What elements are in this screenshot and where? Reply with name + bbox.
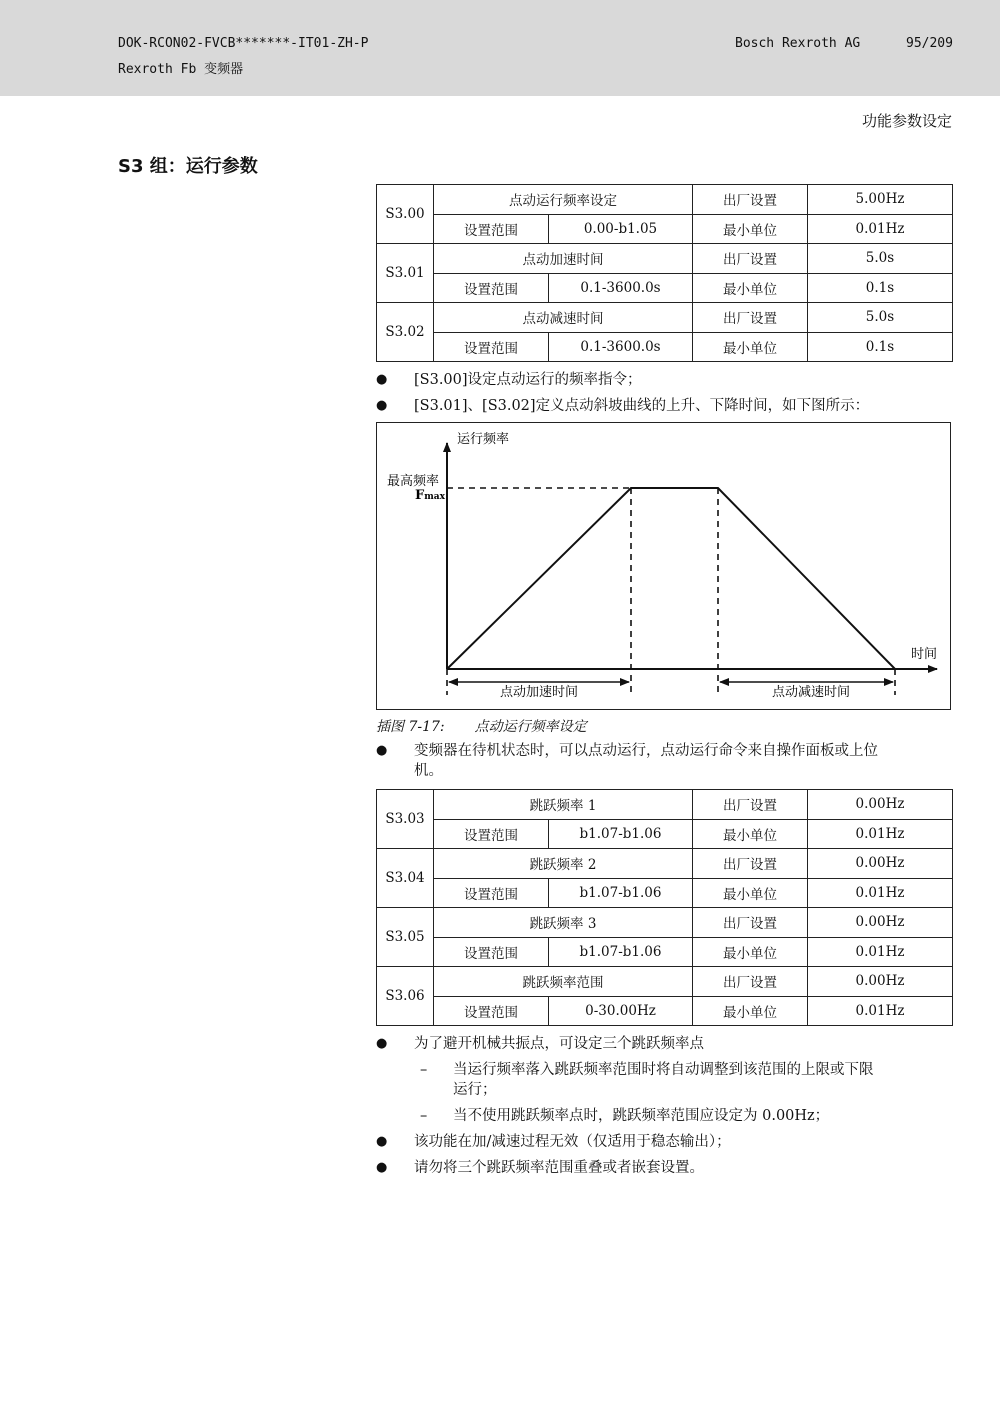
range-value: b1.07-b1.06 xyxy=(549,937,693,967)
unit-value: 0.01Hz xyxy=(808,878,953,908)
range-value: b1.07-b1.06 xyxy=(549,819,693,849)
bullet-text: 该功能在加/减速过程无效（仅适用于稳态输出）； xyxy=(414,1134,731,1150)
bullet-icon: ● xyxy=(376,372,388,387)
param-code: S3.04 xyxy=(377,849,434,908)
table-row xyxy=(377,790,953,820)
unit-label: 最小单位 xyxy=(693,332,808,362)
bullet-text: 为了避开机械共振点，可设定三个跳跃频率点 xyxy=(414,1036,704,1052)
bullet-text: [S3.00]设定点动运行的频率指令； xyxy=(414,372,642,388)
fmax-subscript: max xyxy=(424,492,445,502)
param-name: 跳跃频率范围 xyxy=(434,967,693,997)
factory-label: 出厂设置 xyxy=(693,244,808,274)
unit-value: 0.1s xyxy=(808,273,953,303)
unit-value: 0.01Hz xyxy=(808,214,953,244)
bullet-text: 变频器在待机状态时，可以点动运行，点动运行命令来自操作面板或上位 xyxy=(414,743,878,759)
factory-value: 0.00Hz xyxy=(808,790,953,820)
figure-caption xyxy=(376,716,587,736)
param-code: S3.03 xyxy=(377,790,434,849)
factory-value: 5.00Hz xyxy=(808,185,953,215)
caption-text: 点动运行频率设定 xyxy=(474,719,587,735)
range-label: 设置范围 xyxy=(434,819,549,849)
table-row xyxy=(377,819,953,849)
x-axis-label: 时间 xyxy=(911,647,938,662)
sub-text: 当运行频率落入跳跃频率范围时将自动调整到该范围的上限或下限 xyxy=(453,1062,874,1078)
page-number: 95/209 xyxy=(906,36,953,51)
bullet-icon: ● xyxy=(376,1134,388,1149)
range-value: 0-30.00Hz xyxy=(549,996,693,1026)
range-label: 设置范围 xyxy=(434,214,549,244)
decel-time-label: 点动减速时间 xyxy=(771,685,851,700)
company-name: Bosch Rexroth AG xyxy=(735,36,861,51)
table-row xyxy=(377,244,953,274)
param-table-2 xyxy=(376,789,953,1026)
table-row xyxy=(377,878,953,908)
sub-text: 当不使用跳跃频率点时，跳跃频率范围应设定为 0.00Hz； xyxy=(453,1108,830,1124)
factory-label: 出厂设置 xyxy=(693,967,808,997)
range-label: 设置范围 xyxy=(434,273,549,303)
factory-value: 5.0s xyxy=(808,303,953,333)
caption-number: 插图 7-17: xyxy=(376,719,445,735)
range-value: 0.1-3600.0s xyxy=(549,273,693,303)
section-label: 功能参数设定 xyxy=(861,112,952,130)
unit-label: 最小单位 xyxy=(693,819,808,849)
table-row xyxy=(377,849,953,879)
dash-icon: – xyxy=(420,1062,428,1078)
unit-label: 最小单位 xyxy=(693,214,808,244)
range-label: 设置范围 xyxy=(434,878,549,908)
bullet-text: 请勿将三个跳跃频率范围重叠或者嵌套设置。 xyxy=(414,1160,704,1176)
table-row xyxy=(377,185,953,215)
table-row xyxy=(377,273,953,303)
table-row xyxy=(377,303,953,333)
sub-text-continuation: 运行； xyxy=(453,1082,497,1098)
bullet-icon: ● xyxy=(376,1036,388,1051)
fmax-label: 最高频率 xyxy=(387,474,440,489)
range-label: 设置范围 xyxy=(434,332,549,362)
table-row xyxy=(377,214,953,244)
unit-value: 0.01Hz xyxy=(808,937,953,967)
range-label: 设置范围 xyxy=(434,996,549,1026)
param-name: 跳跃频率 1 xyxy=(434,790,693,820)
table-row xyxy=(377,937,953,967)
jog-ramp-diagram xyxy=(377,423,952,711)
unit-value: 0.01Hz xyxy=(808,819,953,849)
factory-label: 出厂设置 xyxy=(693,185,808,215)
y-axis-label: 运行频率 xyxy=(457,432,510,447)
dash-icon: – xyxy=(420,1108,428,1124)
range-value: b1.07-b1.06 xyxy=(549,878,693,908)
unit-value: 0.01Hz xyxy=(808,996,953,1026)
table-row xyxy=(377,967,953,997)
fmax-symbol xyxy=(415,488,446,503)
param-name: 点动加速时间 xyxy=(434,244,693,274)
param-name: 跳跃频率 2 xyxy=(434,849,693,879)
group-title: S3 组：运行参数 xyxy=(118,156,258,177)
factory-value: 0.00Hz xyxy=(808,908,953,938)
bullet-icon: ● xyxy=(376,743,388,758)
param-name: 点动运行频率设定 xyxy=(434,185,693,215)
param-code: S3.01 xyxy=(377,244,434,303)
table-row xyxy=(377,996,953,1026)
unit-label: 最小单位 xyxy=(693,878,808,908)
product-name: Rexroth Fb 变频器 xyxy=(118,62,244,77)
table-row xyxy=(377,908,953,938)
bullet-icon: ● xyxy=(376,1160,388,1175)
param-code: S3.02 xyxy=(377,303,434,362)
table-row xyxy=(377,332,953,362)
range-label: 设置范围 xyxy=(434,937,549,967)
unit-value: 0.1s xyxy=(808,332,953,362)
factory-value: 0.00Hz xyxy=(808,849,953,879)
frequency-curve xyxy=(447,488,895,669)
factory-label: 出厂设置 xyxy=(693,849,808,879)
doc-id: DOK-RCON02-FVCB*******-IT01-ZH-P xyxy=(118,36,369,51)
param-name: 跳跃频率 3 xyxy=(434,908,693,938)
factory-label: 出厂设置 xyxy=(693,908,808,938)
unit-label: 最小单位 xyxy=(693,996,808,1026)
unit-label: 最小单位 xyxy=(693,273,808,303)
page-header xyxy=(0,0,1000,96)
param-code: S3.00 xyxy=(377,185,434,244)
factory-value: 0.00Hz xyxy=(808,967,953,997)
factory-value: 5.0s xyxy=(808,244,953,274)
param-name: 点动减速时间 xyxy=(434,303,693,333)
jog-ramp-figure xyxy=(376,422,951,710)
param-code: S3.06 xyxy=(377,967,434,1026)
range-value: 0.1-3600.0s xyxy=(549,332,693,362)
bullet-text-continuation: 机。 xyxy=(414,763,443,779)
range-value: 0.00-b1.05 xyxy=(549,214,693,244)
factory-label: 出厂设置 xyxy=(693,790,808,820)
factory-label: 出厂设置 xyxy=(693,303,808,333)
param-code: S3.05 xyxy=(377,908,434,967)
fmax-letter: F xyxy=(415,488,425,503)
unit-label: 最小单位 xyxy=(693,937,808,967)
param-table-1 xyxy=(376,184,953,362)
accel-time-label: 点动加速时间 xyxy=(499,685,579,700)
bullet-text: [S3.01]、[S3.02]定义点动斜坡曲线的上升、下降时间，如下图所示： xyxy=(414,398,870,414)
bullet-icon: ● xyxy=(376,398,388,413)
